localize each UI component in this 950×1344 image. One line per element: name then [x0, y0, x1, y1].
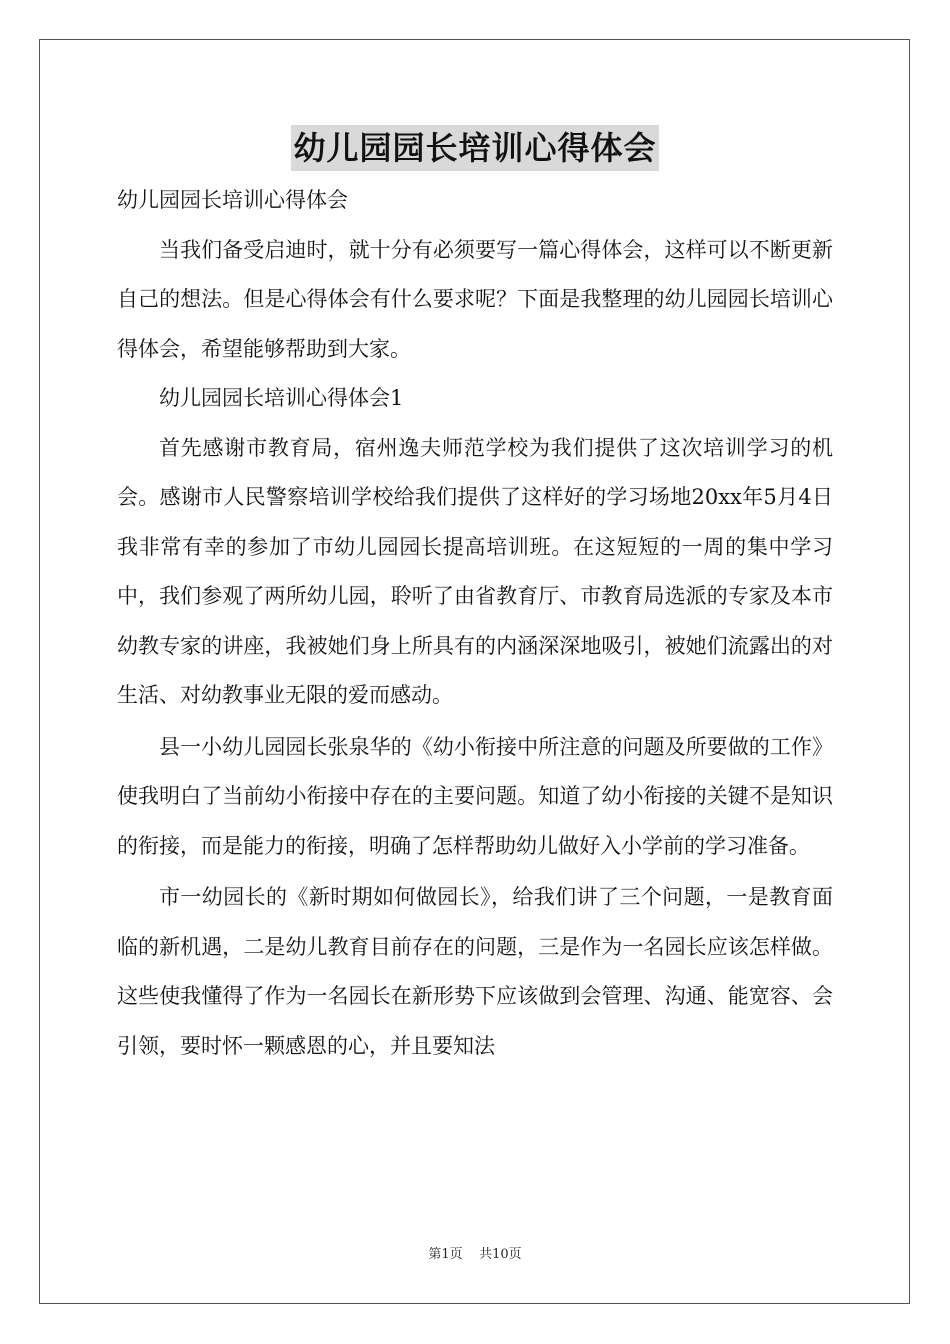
paragraph-intro: 当我们备受启迪时，就十分有必须要写一篇心得体会，这样可以不断更新自己的想法。但是心得体会有什么要求呢？下面是我整理的幼儿园园长培训心得体会，希望能够帮助到大家。	[117, 237, 833, 361]
paragraph-1: 首先感谢市教育局，宿州逸夫师范学校为我们提供了这次培训学习的机会。感谢市人民警察培训学校给我们提供了这样好的学习场地20xx年5月4日我非常有幸的参加了市幼儿园园长提高培训班。在这短短的一周的集中学习中，我们参观了两所幼儿园，聆听了由省教育厅、市教育局选派的专家及本市幼教专家的讲座，我被她们身上所具有的内涵深深地吸引，被她们流露出的对生活、对幼教事业无限的爱而感动。	[117, 435, 833, 707]
title-container	[0, 125, 950, 171]
document-title: 幼儿园园长培训心得体会	[291, 125, 658, 171]
paragraph-2: 县一小幼儿园园长张泉华的《幼小衔接中所注意的问题及所要做的工作》使我明白了当前幼小衔接中存在的主要问题。知道了幼小衔接的关键不是知识的衔接，而是能力的衔接，明确了怎样帮助幼儿做好入小学前的学习准备。	[117, 734, 833, 858]
page-number: 第1页	[428, 1247, 463, 1262]
subtitle-line: 幼儿园园长培训心得体会	[117, 188, 348, 212]
page-total: 共10页	[479, 1247, 522, 1262]
paragraph-3: 市一幼园长的《新时期如何做园长》，给我们讲了三个问题，一是教育面临的新机遇，二是幼儿教育目前存在的问题，三是作为一名园长应该怎样做。这些使我懂得了作为一名园长在新形势下应该做到会管理、沟通、能宽容、会引领，要时怀一颗感恩的心，并且要知法	[117, 885, 833, 1058]
document-body	[117, 176, 833, 1071]
section-heading: 幼儿园园长培训心得体会1	[159, 386, 404, 410]
page-footer	[0, 1246, 950, 1264]
